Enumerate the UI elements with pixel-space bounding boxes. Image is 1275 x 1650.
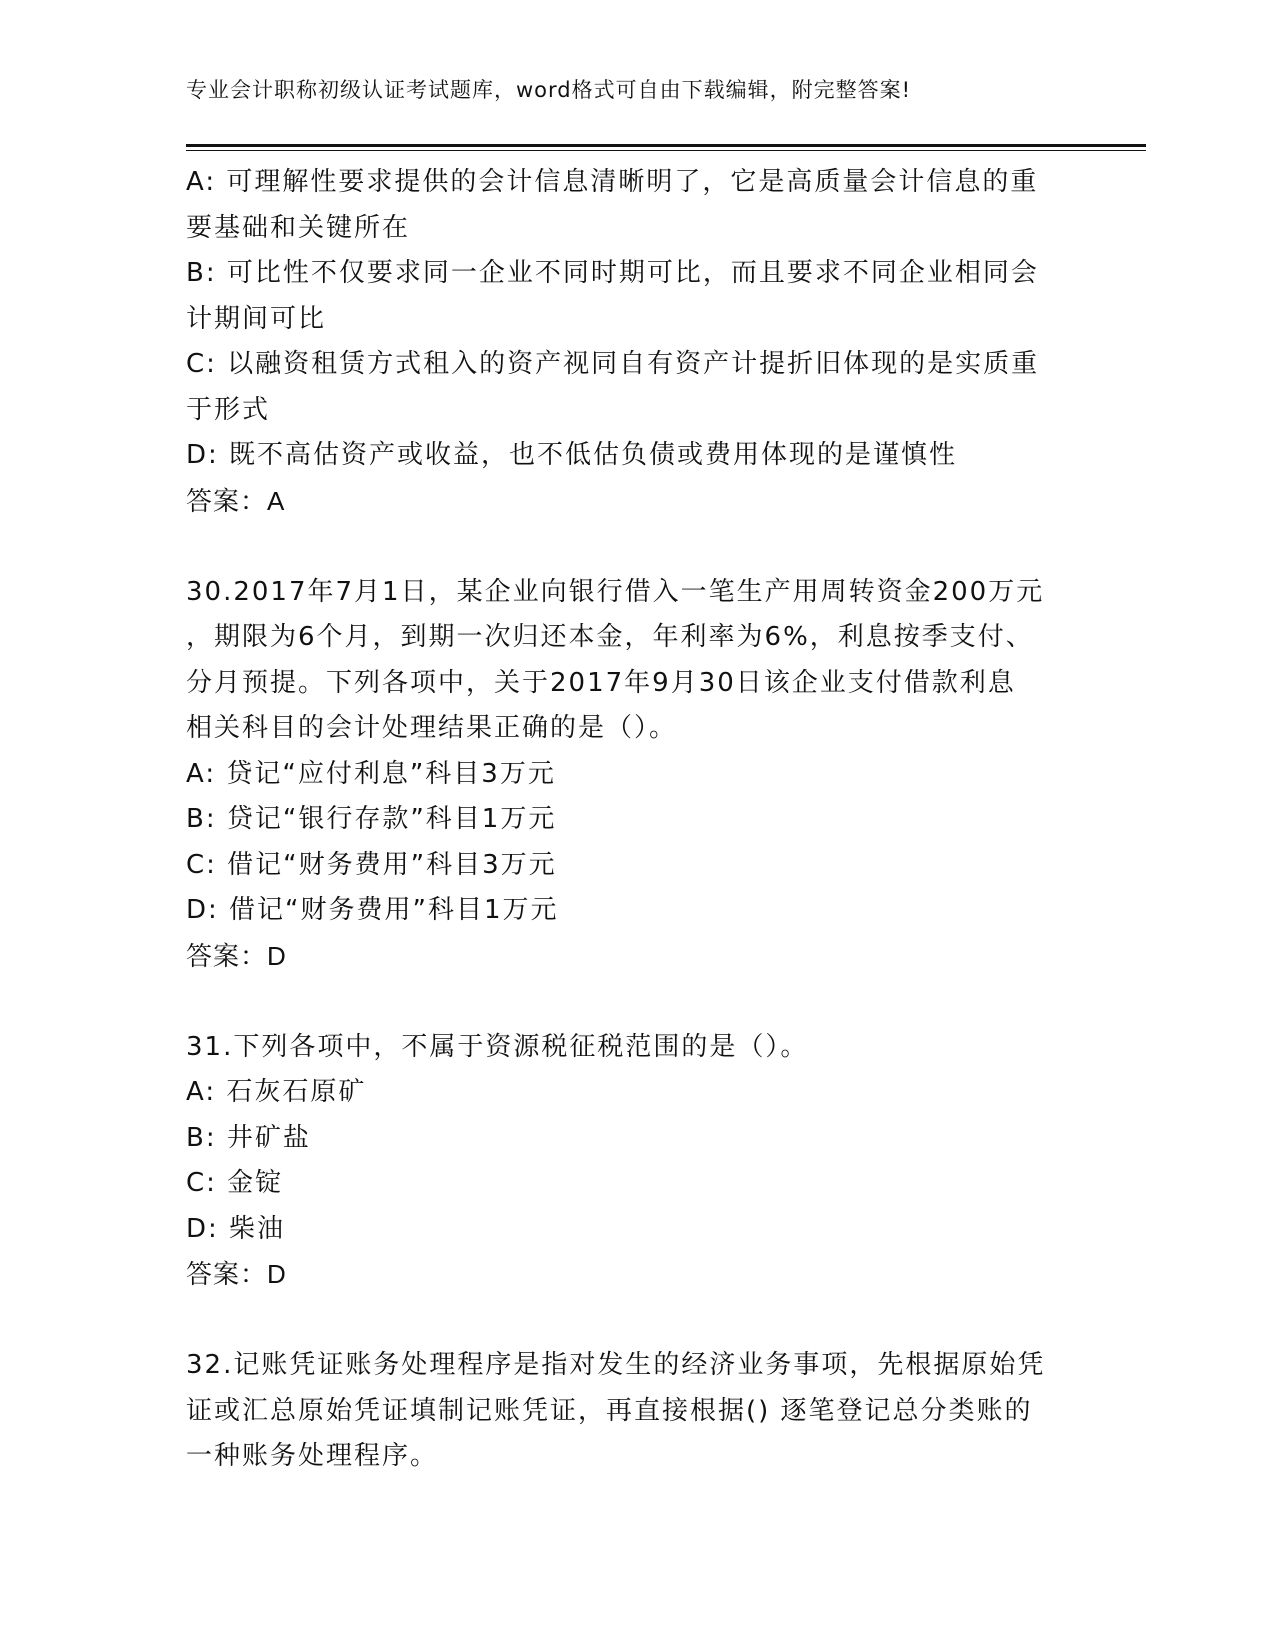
- header-rule-thick: [186, 144, 1146, 147]
- option-a-line-1: A: 可理解性要求提供的会计信息清晰明了，它是高质量会计信息的重: [186, 167, 1039, 197]
- question-30: [186, 570, 1086, 980]
- answer: 答案：A: [186, 485, 286, 516]
- page-header: 专业会计职称初级认证考试题库，word格式可自由下载编辑，附完整答案!: [186, 78, 912, 102]
- option-c-line-1: C: 以融资租赁方式租入的资产视同自有资产计提折旧体现的是实质重: [186, 349, 1040, 379]
- option-a: A: 石灰石原矿: [186, 1077, 367, 1107]
- option-d: D: 柴油: [186, 1213, 286, 1244]
- option-d: D: 借记“财务费用”科目1万元: [186, 895, 559, 925]
- question-stem-line: 31.下列各项中，不属于资源税征税范围的是（）。: [186, 1031, 809, 1062]
- question-32: [186, 1343, 1086, 1480]
- spacer: [186, 979, 1086, 1025]
- option-c: C: 借记“财务费用”科目3万元: [186, 849, 557, 880]
- answer: 答案：D: [186, 940, 287, 971]
- question-stem-line: 32.记账凭证账务处理程序是指对发生的经济业务事项，先根据原始凭: [186, 1350, 1046, 1380]
- option-a: A: 贷记“应付利息”科目3万元: [186, 758, 556, 789]
- option-c: C: 金锭: [186, 1168, 284, 1198]
- option-b: B: 井矿盐: [186, 1122, 311, 1153]
- question-stem-line: 证或汇总原始凭证填制记账凭证，再直接根据() 逐笔登记总分类账的: [186, 1395, 1033, 1426]
- question-stem-line: 30.2017年7月1日，某企业向银行借入一笔生产用周转资金200万元: [186, 576, 1045, 607]
- option-b: B: 贷记“银行存款”科目1万元: [186, 804, 557, 834]
- answer: 答案：D: [186, 1259, 287, 1289]
- option-a-line-2: 要基础和关键所在: [186, 212, 411, 243]
- spacer: [186, 524, 1086, 570]
- option-b-line-1: B: 可比性不仅要求同一企业不同时期可比，而且要求不同企业相同会: [186, 258, 1039, 288]
- question-31: [186, 1025, 1086, 1298]
- question-stem-line: 分月预提。下列各项中，关于2017年9月30日该企业支付借款利息: [186, 667, 1016, 698]
- option-d: D: 既不高估资产或收益，也不低估负债或费用体现的是谨慎性: [186, 440, 958, 470]
- document-content: [186, 160, 1086, 1480]
- option-c-line-2: 于形式: [186, 394, 271, 425]
- question-stem-line: ，期限为6个月，到期一次归还本金，年利率为6%，利息按季支付、: [186, 622, 1034, 652]
- question-stem-line: 一种账务处理程序。: [186, 1441, 439, 1471]
- question-29: [186, 160, 1086, 524]
- option-b-line-2: 计期间可比: [186, 303, 327, 334]
- question-stem-line: 相关科目的会计处理结果正确的是（）。: [186, 713, 678, 743]
- header-rule-thin: [186, 150, 1146, 151]
- spacer: [186, 1298, 1086, 1344]
